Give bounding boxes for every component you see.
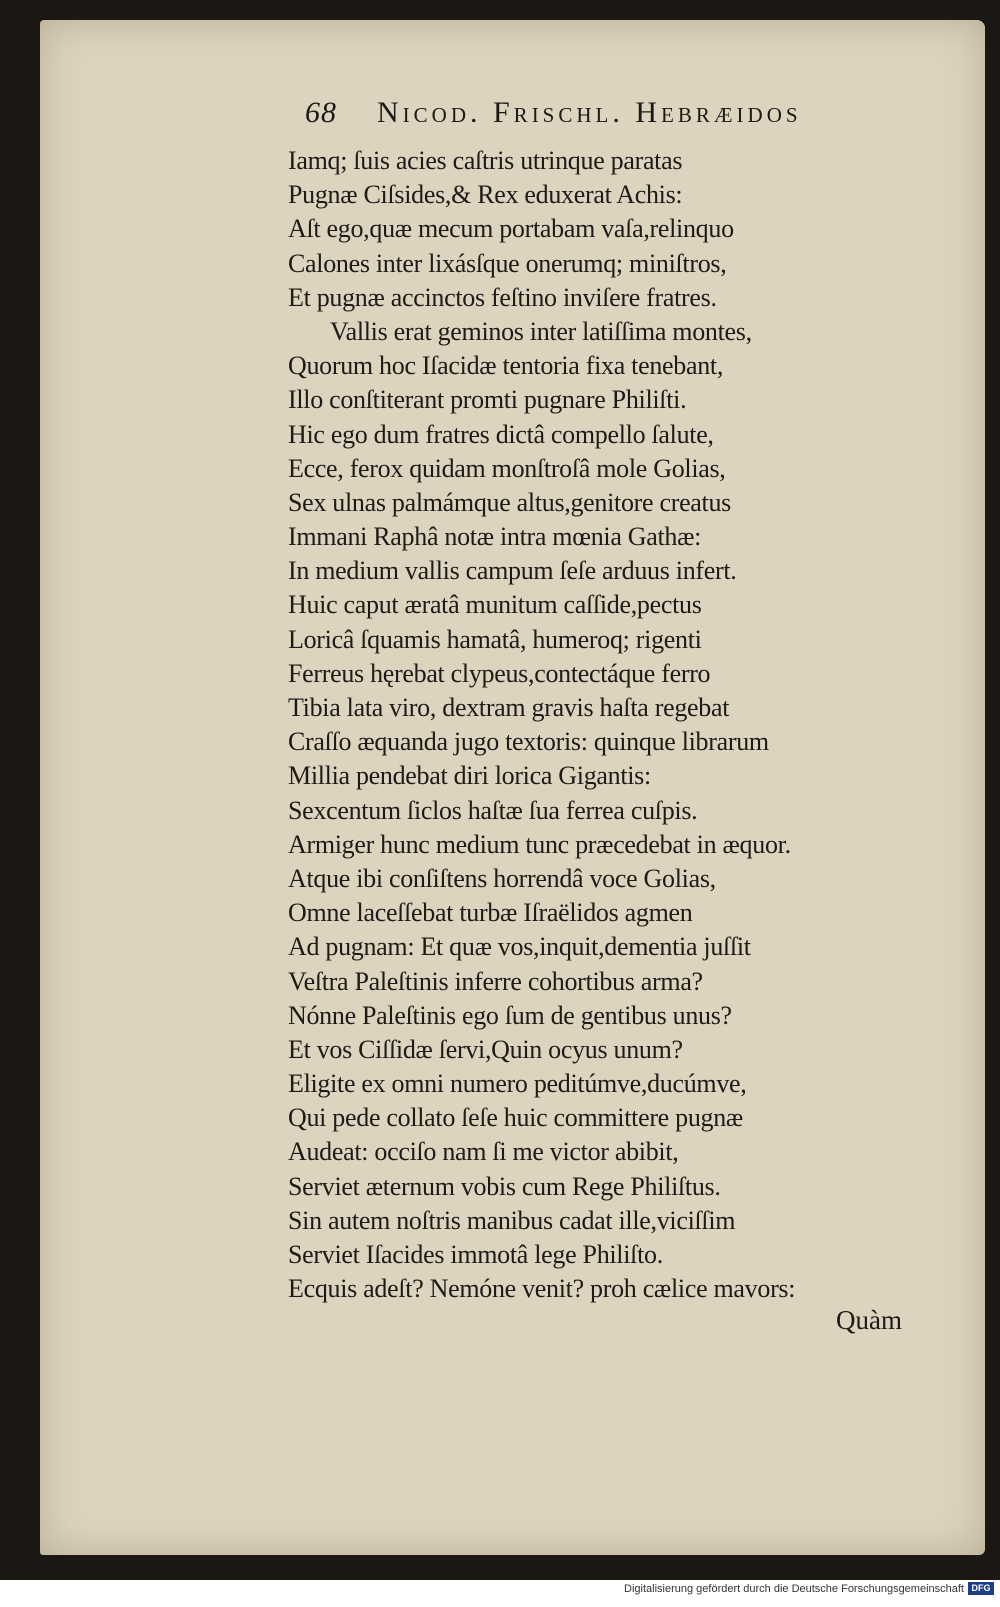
verse-line: Vallis erat geminos inter latiſſima montes, [330,316,752,346]
running-head: Nicod. Frischl. Hebræidos [377,96,802,129]
verse-line: Sex ulnas palmámque altus,genitore creatus [288,487,731,517]
verse-line: Immani Raphâ notæ intra mœnia Gathæ: [288,522,702,552]
verse-line: Huic caput æratâ munitum caſſide,pectus [288,590,702,620]
verse-line: Ferreus hęrebat clypeus,contectáque ferro [288,658,711,688]
catchword: Quàm [836,1305,902,1335]
verse-line: Ecce, ferox quidam monſtroſâ mole Golias, [288,453,726,483]
verse-line: Omne laceſſebat turbæ Iſraëlidos agmen [288,898,693,928]
verse-line: Pugnæ Ciſsides,& Rex eduxerat Achis: [288,180,683,210]
verse-line: Sin autem noſtris manibus cadat ille,viciſſim [288,1205,736,1235]
dfg-logo: DFG [968,1582,994,1595]
verse-line: Atque ibi conſiſtens horrendâ voce Golias, [288,863,716,893]
verse-line: Illo conſtiterant promti pugnare Philiſti. [288,385,687,415]
verse-line: Millia pendebat diri lorica Gigantis: [288,761,651,791]
verse-line: Aſt ego,quæ mecum portabam vaſa,relinquo [288,214,734,244]
verse-line: In medium vallis campum ſeſe arduus infert. [288,556,737,586]
funding-credit: Digitalisierung gefördert durch die Deutsche Forschungsgemeinschaft [624,1583,964,1595]
verse-line: Ad pugnam: Et quæ vos,inquit,dementia juſſit [288,932,751,962]
verse-line: Loricâ ſquamis hamatâ, humeroq; rigenti [288,624,702,654]
verse-line: Craſſo æquanda jugo textoris: quinque librarum [288,727,769,757]
verse-line: Serviet æternum vobis cum Rege Philiſtus. [288,1171,721,1201]
verse-line: Tibia lata viro, dextram gravis haſta regebat [288,693,730,722]
verse-line: Veſtra Paleſtinis inferre cohortibus arma? [288,966,703,996]
verse-line: Sexcentum ſiclos haſtæ ſua ferrea cuſpis. [288,795,698,825]
verse-line: Ecquis adeſt? Nemóne venit? proh cælice mavors: [288,1274,796,1304]
verse-line: Nónne Paleſtinis ego ſum de gentibus unus? [288,1000,732,1030]
verse-line: Qui pede collato ſeſe huic committere pugnæ [288,1103,743,1133]
verse-line: Audeat: occiſo nam ſi me victor abibit, [288,1137,679,1167]
verse-line: Eligite ex omni numero peditúmve,ducúmve, [288,1069,747,1099]
verse-line: Quorum hoc Iſacidæ tentoria fixa tenebant, [288,351,724,381]
verse-line: Serviet Iſacides immotâ lege Philiſto. [288,1240,663,1269]
page-number: 68 [305,96,337,129]
verse-line: Hic ego dum fratres dictâ compello ſalute, [288,419,714,449]
verse-line: Et pugnæ accinctos feſtino inviſere fratres. [288,282,717,312]
verse-text [288,144,928,1306]
verse-line: Armiger hunc medium tunc præcedebat in æquor. [288,829,791,859]
verse-line: Calones inter lixásſque onerumq; miniſtros, [288,248,727,278]
verse-line: Iamq; ſuis acies caſtris utrinque paratas [288,146,683,175]
verse-line: Et vos Ciſſidæ ſervi,Quin ocyus unum? [288,1034,683,1064]
page-header [305,96,945,136]
